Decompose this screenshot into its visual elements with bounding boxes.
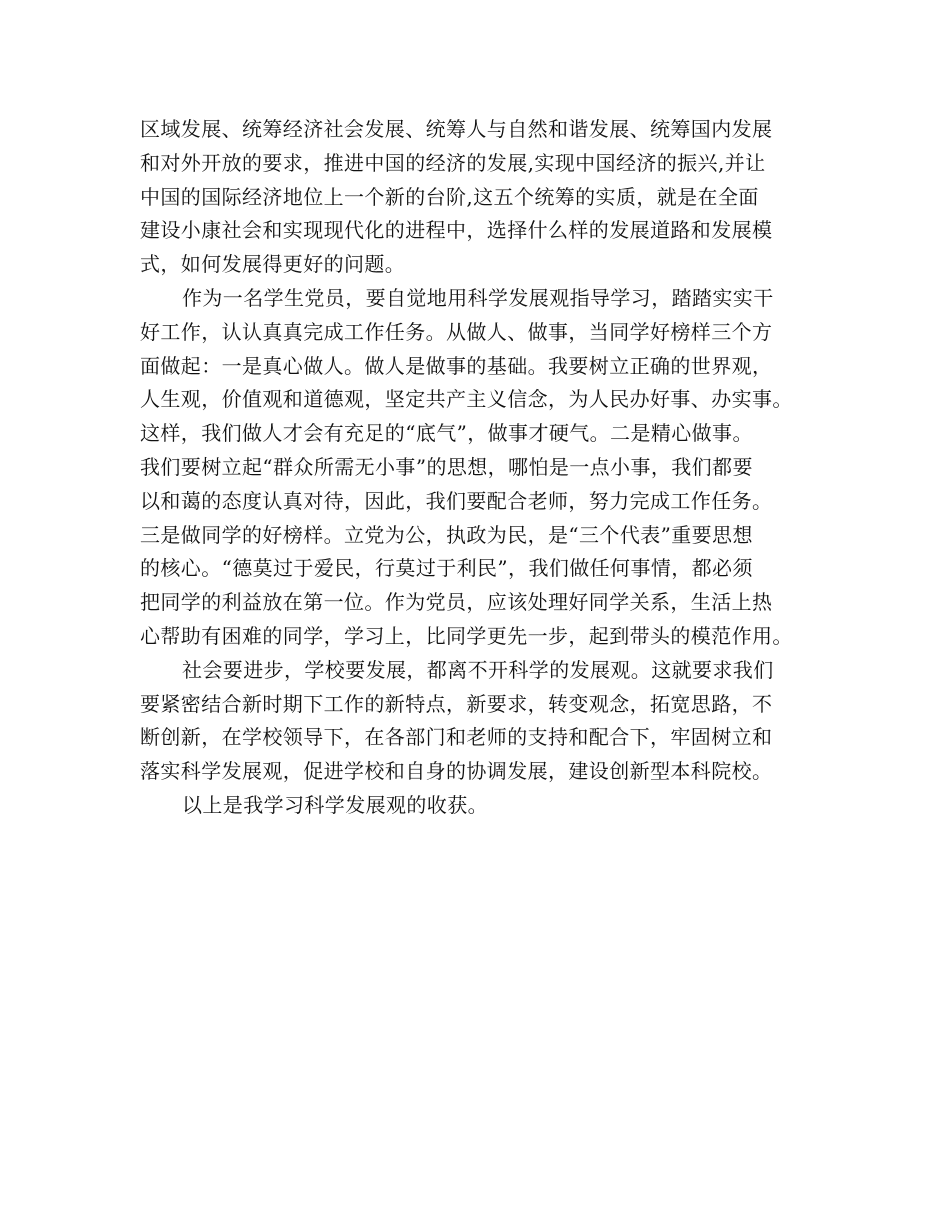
text-line: 断创新，在学校领导下，在各部门和老师的支持和配合下，牢固树立和	[140, 725, 773, 750]
text-line: 以和蔼的态度认真对待，因此，我们要配合老师，努力完成工作任务。	[140, 488, 773, 513]
text-line: 的核心。“德莫过于爱民，行莫过于利民”，我们做任何事情，都必须	[140, 556, 753, 581]
text-line: 落实科学发展观，促进学校和自身的协调发展，建设创新型本科院校。	[140, 759, 773, 784]
text-line: 三是做同学的好榜样。立党为公，执政为民，是“三个代表”重要思想	[140, 522, 753, 547]
body-text	[140, 113, 820, 823]
text-line: 要紧密结合新时期下工作的新特点，新要求，转变观念，拓宽思路，不	[140, 691, 773, 716]
paragraph-first-line: 社会要进步，学校要发展，都离不开科学的发展观。这就要求我们	[182, 657, 774, 682]
text-line: 和对外开放的要求，推进中国的经济的发展,实现中国经济的振兴,并让	[140, 150, 766, 175]
text-line: 建设小康社会和实现现代化的进程中，选择什么样的发展道路和发展模	[140, 218, 773, 243]
text-line: 心帮助有困难的同学，学习上，比同学更先一步，起到带头的模范作用。	[140, 623, 793, 648]
text-line: 把同学的利益放在第一位。作为党员，应该处理好同学关系，生活上热	[140, 590, 773, 615]
text-line: 人生观，价值观和道德观，坚定共产主义信念，为人民办好事、办实事。	[140, 387, 793, 412]
text-line: 中国的国际经济地位上一个新的台阶,这五个统筹的实质，就是在全面	[140, 184, 759, 209]
paragraph-first-line: 以上是我学习科学发展观的收获。	[182, 792, 488, 817]
text-line: 我们要树立起“群众所需无小事”的思想，哪怕是一点小事，我们都要	[140, 454, 753, 479]
paragraph-first-line: 作为一名学生党员，要自觉地用科学发展观指导学习，踏踏实实干	[182, 285, 774, 310]
text-line: 式，如何发展得更好的问题。	[140, 252, 406, 277]
text-line: 这样，我们做人才会有充足的“底气”，做事才硬气。二是精心做事。	[140, 421, 753, 446]
text-line: 区域发展、统筹经济社会发展、统筹人与自然和谐发展、统筹国内发展	[140, 117, 773, 141]
text-line: 面做起：一是真心做人。做人是做事的基础。我要树立正确的世界观，	[140, 353, 773, 378]
text-line: 好工作，认认真真完成工作任务。从做人、做事，当同学好榜样三个方	[140, 319, 773, 344]
